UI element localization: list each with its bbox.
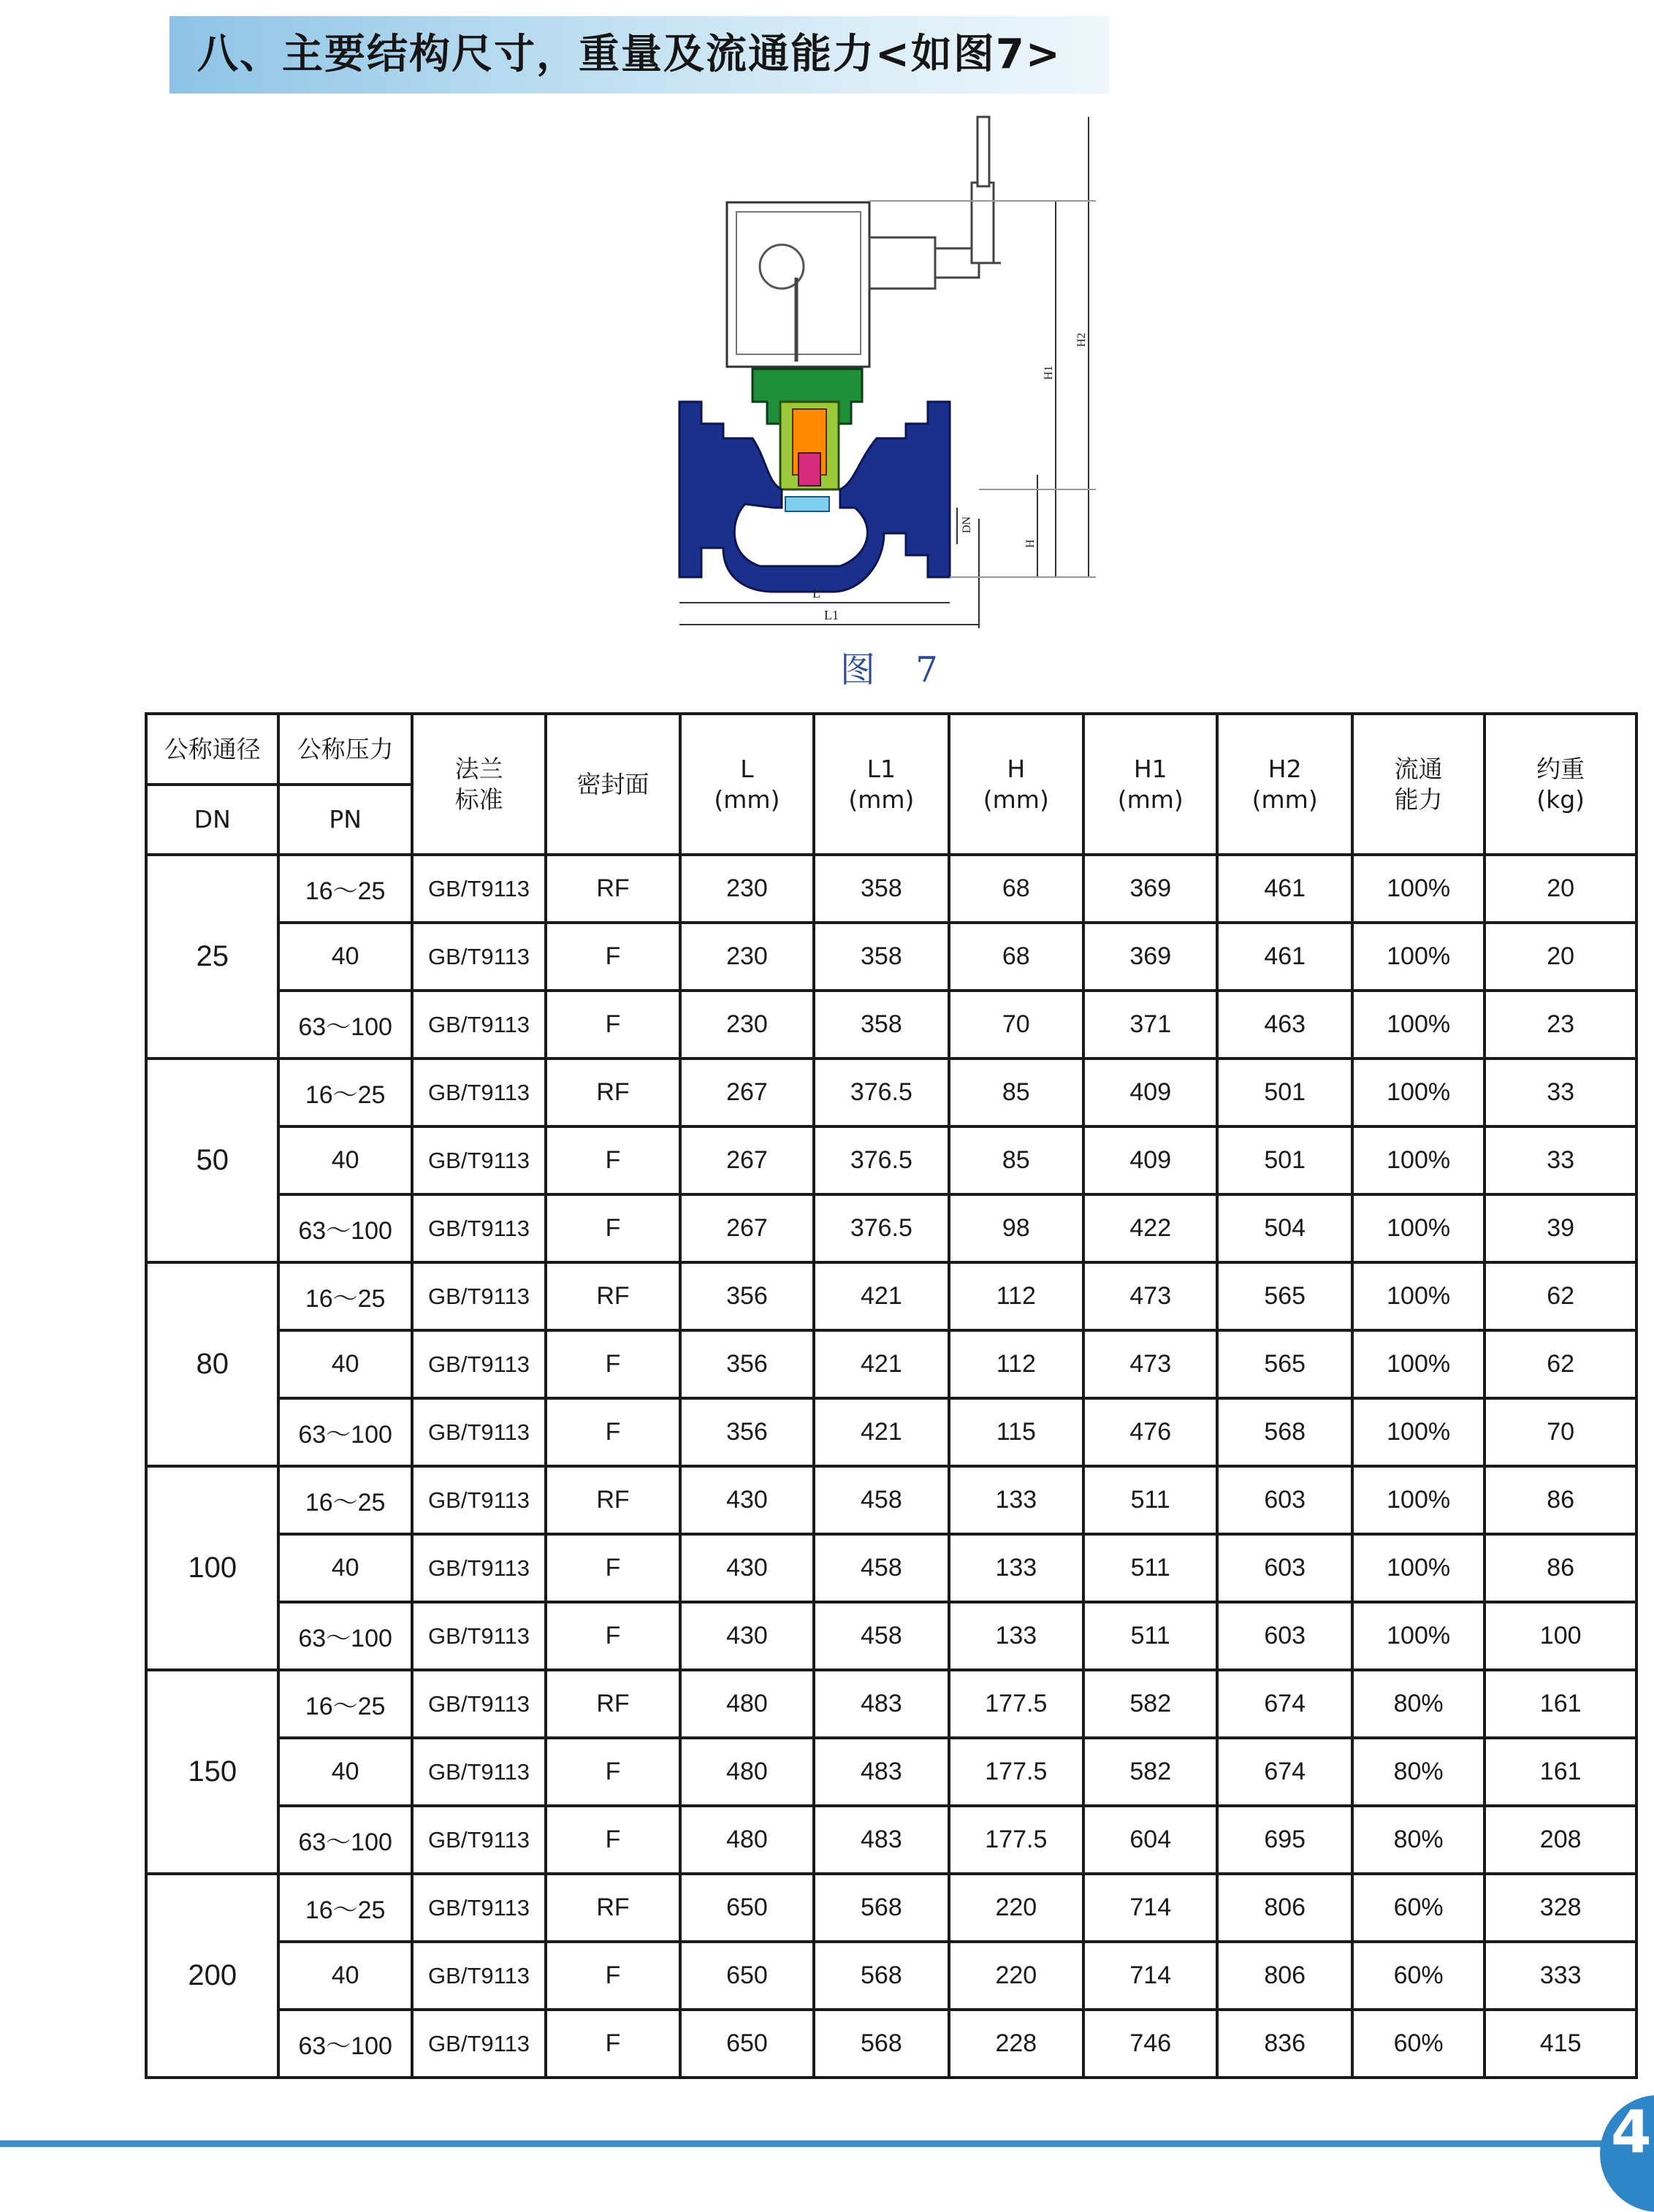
dn-cell: 25 bbox=[146, 855, 278, 1059]
l-cell: 430 bbox=[680, 1466, 814, 1534]
table-row bbox=[146, 1466, 1636, 1534]
flange-std-cell: GB/T9113 bbox=[412, 923, 546, 991]
dim-label-h: H bbox=[1024, 539, 1037, 548]
table-row bbox=[146, 1059, 1636, 1126]
h-cell: 85 bbox=[949, 1059, 1083, 1126]
impulse-pipe bbox=[977, 117, 989, 186]
flow-cell: 100% bbox=[1352, 1602, 1485, 1670]
weight-cell: 161 bbox=[1485, 1670, 1636, 1738]
l-cell: 430 bbox=[680, 1534, 814, 1602]
h2-cell: 461 bbox=[1217, 855, 1352, 923]
h2-cell: 603 bbox=[1217, 1466, 1352, 1534]
h-cell: 177.5 bbox=[949, 1738, 1083, 1806]
flow-cell: 100% bbox=[1352, 1126, 1485, 1194]
page-title: 八、主要结构尺寸，重量及流通能力<如图7> bbox=[197, 31, 1062, 78]
pn-cell: 16～25 bbox=[278, 1059, 411, 1126]
h1-cell: 714 bbox=[1083, 1942, 1217, 2010]
pn-cell: 40 bbox=[278, 1534, 411, 1602]
table-row bbox=[146, 1262, 1636, 1330]
l1-cell: 421 bbox=[814, 1330, 948, 1398]
l-cell: 480 bbox=[680, 1806, 814, 1874]
pn-cell: 63～100 bbox=[278, 2010, 411, 2078]
h1-cell: 409 bbox=[1083, 1059, 1217, 1126]
header-h2: H2 (mm) bbox=[1217, 714, 1352, 855]
header-dn-cn: 公称通径 bbox=[146, 714, 278, 785]
seal-cell: F bbox=[546, 1126, 679, 1194]
flange-std-cell: GB/T9113 bbox=[412, 1059, 546, 1126]
h2-cell: 565 bbox=[1217, 1330, 1352, 1398]
flange-std-cell: GB/T9113 bbox=[412, 855, 546, 923]
flange-std-cell: GB/T9113 bbox=[412, 2010, 546, 2078]
flow-cell: 60% bbox=[1352, 2010, 1485, 2078]
seal-cell: F bbox=[546, 1330, 679, 1398]
h2-cell: 565 bbox=[1217, 1262, 1352, 1330]
table-row bbox=[146, 1126, 1636, 1194]
weight-cell: 333 bbox=[1485, 1942, 1636, 2010]
seal-cell: F bbox=[546, 923, 679, 991]
l-cell: 650 bbox=[680, 1942, 814, 2010]
header-seal: 密封面 bbox=[546, 714, 679, 855]
pn-cell: 40 bbox=[278, 1330, 411, 1398]
flow-cell: 100% bbox=[1352, 923, 1485, 991]
pn-cell: 16～25 bbox=[278, 1262, 411, 1330]
weight-cell: 62 bbox=[1485, 1330, 1636, 1398]
pn-cell: 63～100 bbox=[278, 1398, 411, 1466]
footer-rule bbox=[0, 2140, 1654, 2147]
seal-cell: RF bbox=[546, 1670, 679, 1738]
flange-std-cell: GB/T9113 bbox=[412, 1942, 546, 2010]
h1-cell: 371 bbox=[1083, 991, 1217, 1059]
l1-cell: 358 bbox=[814, 855, 948, 923]
table-row bbox=[146, 1874, 1636, 1942]
valve-drawing bbox=[658, 110, 1110, 636]
l-cell: 650 bbox=[680, 1874, 814, 1942]
table-row bbox=[146, 1194, 1636, 1262]
l-cell: 356 bbox=[680, 1330, 814, 1398]
l1-cell: 358 bbox=[814, 923, 948, 991]
pn-cell: 40 bbox=[278, 1126, 411, 1194]
h-cell: 98 bbox=[949, 1194, 1083, 1262]
header-h1: H1 (mm) bbox=[1083, 714, 1217, 855]
l1-cell: 483 bbox=[814, 1806, 948, 1874]
pn-cell: 16～25 bbox=[278, 855, 411, 923]
header-pn-cn: 公称压力 bbox=[278, 714, 411, 785]
h1-cell: 511 bbox=[1083, 1534, 1217, 1602]
h-cell: 220 bbox=[949, 1942, 1083, 2010]
h2-cell: 501 bbox=[1217, 1059, 1352, 1126]
seal-cell: RF bbox=[546, 1262, 679, 1330]
l1-cell: 483 bbox=[814, 1670, 948, 1738]
l1-cell: 568 bbox=[814, 1942, 948, 2010]
l-cell: 650 bbox=[680, 2010, 814, 2078]
h-cell: 70 bbox=[949, 991, 1083, 1059]
h-cell: 133 bbox=[949, 1602, 1083, 1670]
table-row bbox=[146, 2010, 1636, 2078]
h-cell: 133 bbox=[949, 1534, 1083, 1602]
dim-label-h1: H1 bbox=[1043, 365, 1055, 380]
flow-cell: 80% bbox=[1352, 1806, 1485, 1874]
l-cell: 230 bbox=[680, 991, 814, 1059]
header-pn: PN bbox=[278, 785, 411, 855]
l1-cell: 376.5 bbox=[814, 1059, 948, 1126]
flange-std-cell: GB/T9113 bbox=[412, 1874, 546, 1942]
l-cell: 230 bbox=[680, 923, 814, 991]
h1-cell: 604 bbox=[1083, 1806, 1217, 1874]
dn-cell: 50 bbox=[146, 1059, 278, 1262]
h1-cell: 511 bbox=[1083, 1466, 1217, 1534]
flange-std-cell: GB/T9113 bbox=[412, 1194, 546, 1262]
flange-std-cell: GB/T9113 bbox=[412, 1398, 546, 1466]
pn-cell: 63～100 bbox=[278, 991, 411, 1059]
l1-cell: 421 bbox=[814, 1398, 948, 1466]
h-cell: 220 bbox=[949, 1874, 1083, 1942]
flange-std-cell: GB/T9113 bbox=[412, 1126, 546, 1194]
h1-cell: 582 bbox=[1083, 1670, 1217, 1738]
flange-std-cell: GB/T9113 bbox=[412, 1262, 546, 1330]
h2-cell: 603 bbox=[1217, 1602, 1352, 1670]
seal-cell: RF bbox=[546, 1874, 679, 1942]
flange-std-cell: GB/T9113 bbox=[412, 1738, 546, 1806]
table-row bbox=[146, 1398, 1636, 1466]
flow-cell: 60% bbox=[1352, 1942, 1485, 2010]
table-row bbox=[146, 1806, 1636, 1874]
l-cell: 267 bbox=[680, 1126, 814, 1194]
flow-cell: 60% bbox=[1352, 1874, 1485, 1942]
h-cell: 112 bbox=[949, 1330, 1083, 1398]
h1-cell: 369 bbox=[1083, 855, 1217, 923]
l-cell: 356 bbox=[680, 1262, 814, 1330]
seal-cell: F bbox=[546, 1806, 679, 1874]
table-row bbox=[146, 1330, 1636, 1398]
header-dn: DN bbox=[146, 785, 278, 855]
dn-cell: 200 bbox=[146, 1874, 278, 2078]
seal-cell: RF bbox=[546, 1059, 679, 1126]
l-cell: 480 bbox=[680, 1738, 814, 1806]
weight-cell: 62 bbox=[1485, 1262, 1636, 1330]
l1-cell: 458 bbox=[814, 1466, 948, 1534]
pn-cell: 63～100 bbox=[278, 1194, 411, 1262]
l1-cell: 458 bbox=[814, 1534, 948, 1602]
header-h: H (mm) bbox=[949, 714, 1083, 855]
weight-cell: 33 bbox=[1485, 1126, 1636, 1194]
seal-cell: F bbox=[546, 1602, 679, 1670]
weight-cell: 33 bbox=[1485, 1059, 1636, 1126]
l-cell: 480 bbox=[680, 1670, 814, 1738]
pn-cell: 16～25 bbox=[278, 1670, 411, 1738]
page-number: 4 bbox=[1611, 2098, 1652, 2166]
l1-cell: 376.5 bbox=[814, 1126, 948, 1194]
flange-std-cell: GB/T9113 bbox=[412, 1330, 546, 1398]
pn-cell: 40 bbox=[278, 1738, 411, 1806]
h-cell: 133 bbox=[949, 1466, 1083, 1534]
l-cell: 230 bbox=[680, 855, 814, 923]
flange-std-cell: GB/T9113 bbox=[412, 1670, 546, 1738]
header-weight: 约重 (kg) bbox=[1485, 714, 1636, 855]
weight-cell: 86 bbox=[1485, 1466, 1636, 1534]
table-row bbox=[146, 1670, 1636, 1738]
seal-cell: F bbox=[546, 991, 679, 1059]
table-row bbox=[146, 1942, 1636, 2010]
flow-cell: 100% bbox=[1352, 1466, 1485, 1534]
weight-cell: 161 bbox=[1485, 1738, 1636, 1806]
flange-std-cell: GB/T9113 bbox=[412, 1534, 546, 1602]
weight-cell: 208 bbox=[1485, 1806, 1636, 1874]
header-l1: L1 (mm) bbox=[814, 714, 948, 855]
dim-label-h2: H2 bbox=[1075, 332, 1088, 347]
h-cell: 85 bbox=[949, 1126, 1083, 1194]
pilot-fitting bbox=[869, 237, 935, 289]
flow-cell: 100% bbox=[1352, 1534, 1485, 1602]
flow-cell: 100% bbox=[1352, 1194, 1485, 1262]
table-row bbox=[146, 923, 1636, 991]
weight-cell: 20 bbox=[1485, 855, 1636, 923]
h2-cell: 461 bbox=[1217, 923, 1352, 991]
table-row bbox=[146, 1602, 1636, 1670]
h-cell: 115 bbox=[949, 1398, 1083, 1466]
h2-cell: 695 bbox=[1217, 1806, 1352, 1874]
h1-cell: 511 bbox=[1083, 1602, 1217, 1670]
h1-cell: 582 bbox=[1083, 1738, 1217, 1806]
flange-std-cell: GB/T9113 bbox=[412, 1466, 546, 1534]
h-cell: 177.5 bbox=[949, 1806, 1083, 1874]
flange-std-cell: GB/T9113 bbox=[412, 1602, 546, 1670]
seal-cell: F bbox=[546, 2010, 679, 2078]
weight-cell: 70 bbox=[1485, 1398, 1636, 1466]
pn-cell: 63～100 bbox=[278, 1806, 411, 1874]
pn-cell: 63～100 bbox=[278, 1602, 411, 1670]
l-cell: 267 bbox=[680, 1194, 814, 1262]
h2-cell: 674 bbox=[1217, 1738, 1352, 1806]
flow-cell: 100% bbox=[1352, 855, 1485, 923]
seal-cell: F bbox=[546, 1942, 679, 2010]
h2-cell: 603 bbox=[1217, 1534, 1352, 1602]
l1-cell: 421 bbox=[814, 1262, 948, 1330]
flange-std-cell: GB/T9113 bbox=[412, 1806, 546, 1874]
header-flange: 法兰 标准 bbox=[412, 714, 546, 855]
h-cell: 68 bbox=[949, 855, 1083, 923]
dn-cell: 80 bbox=[146, 1262, 278, 1466]
h2-cell: 806 bbox=[1217, 1874, 1352, 1942]
h1-cell: 714 bbox=[1083, 1874, 1217, 1942]
h1-cell: 473 bbox=[1083, 1262, 1217, 1330]
l1-cell: 458 bbox=[814, 1602, 948, 1670]
weight-cell: 415 bbox=[1485, 2010, 1636, 2078]
weight-cell: 328 bbox=[1485, 1874, 1636, 1942]
weight-cell: 86 bbox=[1485, 1534, 1636, 1602]
h2-cell: 568 bbox=[1217, 1398, 1352, 1466]
flow-cell: 100% bbox=[1352, 1330, 1485, 1398]
weight-cell: 20 bbox=[1485, 923, 1636, 991]
dim-label-dn: DN bbox=[961, 516, 973, 533]
pn-cell: 16～25 bbox=[278, 1874, 411, 1942]
dn-cell: 100 bbox=[146, 1466, 278, 1670]
l1-cell: 483 bbox=[814, 1738, 948, 1806]
table-row bbox=[146, 1534, 1636, 1602]
seal-cell: RF bbox=[546, 1466, 679, 1534]
h1-cell: 422 bbox=[1083, 1194, 1217, 1262]
flange-std-cell: GB/T9113 bbox=[412, 991, 546, 1059]
h2-cell: 463 bbox=[1217, 991, 1352, 1059]
h-cell: 112 bbox=[949, 1262, 1083, 1330]
h2-cell: 501 bbox=[1217, 1126, 1352, 1194]
h1-cell: 409 bbox=[1083, 1126, 1217, 1194]
table-row bbox=[146, 855, 1636, 923]
flow-cell: 100% bbox=[1352, 1398, 1485, 1466]
pn-cell: 40 bbox=[278, 923, 411, 991]
flow-cell: 100% bbox=[1352, 1059, 1485, 1126]
h-cell: 228 bbox=[949, 2010, 1083, 2078]
h2-cell: 674 bbox=[1217, 1670, 1352, 1738]
dim-label-l1: L1 bbox=[824, 608, 839, 622]
l-cell: 356 bbox=[680, 1398, 814, 1466]
l-cell: 267 bbox=[680, 1059, 814, 1126]
seal-cell: F bbox=[546, 1738, 679, 1806]
seal-cell: F bbox=[546, 1534, 679, 1602]
l1-cell: 358 bbox=[814, 991, 948, 1059]
figure-caption: 图 7 bbox=[840, 649, 953, 690]
seal-cell: RF bbox=[546, 855, 679, 923]
pn-cell: 40 bbox=[278, 1942, 411, 2010]
h1-cell: 746 bbox=[1083, 2010, 1217, 2078]
flow-cell: 100% bbox=[1352, 1262, 1485, 1330]
dn-cell: 150 bbox=[146, 1670, 278, 1874]
flow-cell: 80% bbox=[1352, 1738, 1485, 1806]
weight-cell: 100 bbox=[1485, 1602, 1636, 1670]
weight-cell: 23 bbox=[1485, 991, 1636, 1059]
h1-cell: 369 bbox=[1083, 923, 1217, 991]
weight-cell: 39 bbox=[1485, 1194, 1636, 1262]
seal-cell: F bbox=[546, 1194, 679, 1262]
h1-cell: 473 bbox=[1083, 1330, 1217, 1398]
table-row bbox=[146, 991, 1636, 1059]
h2-cell: 806 bbox=[1217, 1942, 1352, 2010]
l1-cell: 568 bbox=[814, 2010, 948, 2078]
h2-cell: 504 bbox=[1217, 1194, 1352, 1262]
h1-cell: 476 bbox=[1083, 1398, 1217, 1466]
h2-cell: 836 bbox=[1217, 2010, 1352, 2078]
seal-cell: F bbox=[546, 1398, 679, 1466]
header-flow: 流通 能力 bbox=[1352, 714, 1485, 855]
spec-table bbox=[145, 712, 1638, 2079]
h-cell: 68 bbox=[949, 923, 1083, 991]
l1-cell: 376.5 bbox=[814, 1194, 948, 1262]
flow-cell: 80% bbox=[1352, 1670, 1485, 1738]
l1-cell: 568 bbox=[814, 1874, 948, 1942]
flow-cell: 100% bbox=[1352, 991, 1485, 1059]
header-l: L (mm) bbox=[680, 714, 814, 855]
l-cell: 430 bbox=[680, 1602, 814, 1670]
dim-label-l: L bbox=[812, 586, 820, 600]
table-row bbox=[146, 1738, 1636, 1806]
h-cell: 177.5 bbox=[949, 1670, 1083, 1738]
pn-cell: 16～25 bbox=[278, 1466, 411, 1534]
